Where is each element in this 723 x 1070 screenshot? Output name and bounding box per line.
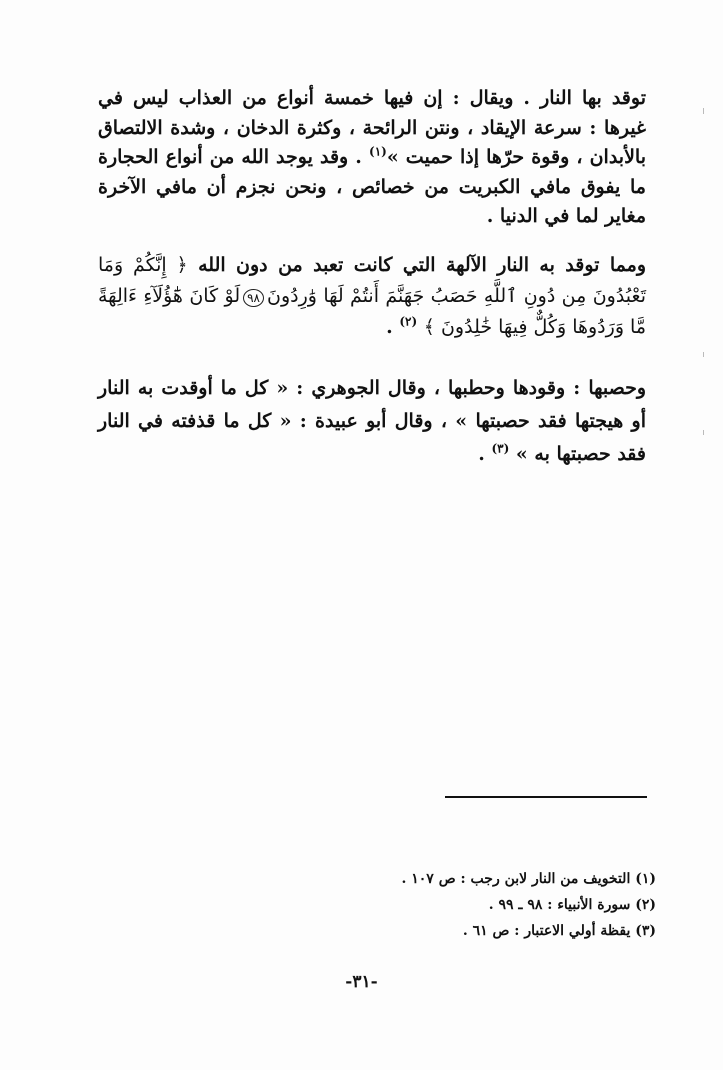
page-number: -٣١- bbox=[345, 972, 378, 992]
paragraph-1 bbox=[98, 84, 646, 232]
margin-mark bbox=[703, 430, 704, 435]
verse-number-marker: ٩٨ bbox=[243, 289, 264, 307]
quran-verse-b: لَوْ كَانَ هَٰٓؤُلَآءِ ءَالِهَةً مَّا وَرَدُوهَا وَكُلٌّ فِيهَا خَٰلِدُونَ ﴾ bbox=[98, 285, 646, 338]
paragraph-3 bbox=[98, 372, 646, 471]
quran-verse-a: ﴿ إِنَّكُمْ وَمَا تَعْبُدُونَ مِن دُونِ ٱللَّهِ حَصَبُ جَهَنَّمَ أَنتُمْ لَهَا وَٰرِدُونَ bbox=[98, 254, 646, 307]
footnotes bbox=[300, 866, 656, 944]
margin-mark bbox=[703, 352, 704, 357]
paragraph-1-text: توقد بها النار . ويقال : إن فيها خمسة أنواع من العذاب ليس في غيرها : سرعة الإيقاد ، ونتن الرائحة ، وكثرة الدخان ، وشدة الالتصاق بالأبدان ، وقوة حرّها إذا حميت » bbox=[98, 87, 647, 168]
margin-mark bbox=[703, 108, 704, 114]
footnote-3: (٣) يقظة أولي الاعتبار : ص ٦١ . bbox=[462, 923, 656, 939]
footnote-2: (٢) سورة الأنبياء : ٩٨ ـ ٩٩ . bbox=[488, 897, 656, 913]
footnote-1: (١) التخويف من النار لابن رجب : ص ١٠٧ . bbox=[401, 871, 656, 887]
footnote-ref-1: (١) bbox=[369, 144, 387, 159]
paragraph-3-text: وحصبها : وقودها وحطبها ، وقال الجوهري : « كل ما أوقدت به النار أو هيجتها فقد حصبتها » ، وقال أبو عبيدة : « كل ما قذفته في النار فقد حصبتها به » bbox=[98, 377, 646, 465]
paragraph-2-end: . bbox=[386, 316, 400, 338]
paragraph-1-text-rest: . وقد يوجد الله من أنواع الحجارة ما يفوق مافي الكبريت من خصائص ، ونحن نجزم أن مافي الآخرة مغاير لما في الدنيا . bbox=[98, 146, 646, 227]
footnote-ref-2: (٢) bbox=[399, 314, 418, 329]
paragraph-2 bbox=[98, 250, 646, 343]
paragraph-2-intro: ومما توقد به النار الآلهة التي كانت تعبد من دون الله bbox=[198, 254, 646, 276]
footnote-ref-3: (٣) bbox=[491, 441, 510, 456]
footnote-divider bbox=[445, 796, 647, 798]
paragraph-3-end: . bbox=[478, 443, 492, 465]
